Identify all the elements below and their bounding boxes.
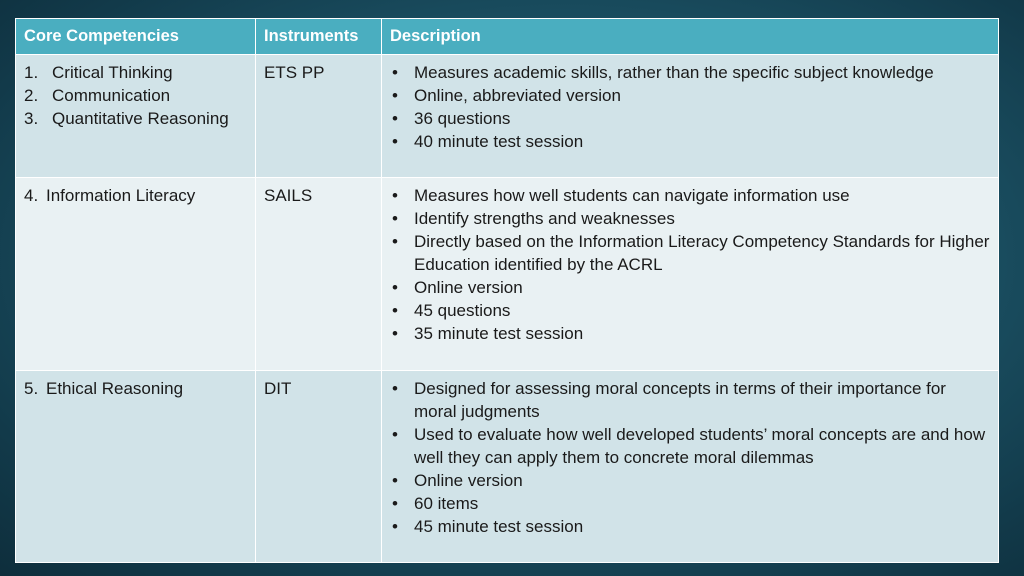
bullet-icon: • xyxy=(392,379,398,398)
bullet-icon: • xyxy=(392,278,398,297)
competencies-cell xyxy=(16,55,256,178)
competency-number: 4. xyxy=(24,186,39,205)
description-list xyxy=(390,61,990,153)
competency-item xyxy=(24,377,247,400)
description-item: • Online version xyxy=(392,278,523,297)
bullet-icon: • xyxy=(392,301,398,320)
competency-item xyxy=(24,184,247,207)
header-instruments: Instruments xyxy=(256,19,382,55)
competency-item xyxy=(24,61,247,84)
description-item: • Measures academic skills, rather than the specific subject knowledge xyxy=(392,63,934,82)
table-row xyxy=(16,55,999,178)
description-list xyxy=(390,377,990,538)
description-item: • 45 minute test session xyxy=(392,517,584,536)
bullet-icon: • xyxy=(392,324,398,343)
description-cell xyxy=(382,55,999,178)
bullet-icon: • xyxy=(392,517,398,536)
description-item: • Online version xyxy=(392,471,523,490)
instrument-cell: DIT xyxy=(256,371,382,563)
bullet-icon: • xyxy=(392,109,398,128)
bullet-icon: • xyxy=(392,63,398,82)
header-core-competencies: Core Competencies xyxy=(16,19,256,55)
instrument-cell: ETS PP xyxy=(256,55,382,178)
competency-number: 3. xyxy=(24,109,39,128)
competency-number: 1. xyxy=(24,63,39,82)
description-item: • Online, abbreviated version xyxy=(392,86,621,105)
header-description: Description xyxy=(382,19,999,55)
competency-label: Critical Thinking xyxy=(52,63,173,82)
competencies-cell xyxy=(16,371,256,563)
competencies-cell xyxy=(16,178,256,371)
table-row xyxy=(16,371,999,563)
competency-label: Ethical Reasoning xyxy=(46,379,184,398)
competency-list xyxy=(24,184,247,207)
description-item: • Identify strengths and weaknesses xyxy=(392,209,675,228)
description-item: • 45 questions xyxy=(392,301,511,320)
bullet-icon: • xyxy=(392,494,398,513)
competencies-table xyxy=(15,18,999,563)
description-item: • 60 items xyxy=(392,494,479,513)
table-header-row xyxy=(16,19,999,55)
bullet-icon: • xyxy=(392,132,398,151)
description-item: • 35 minute test session xyxy=(392,324,584,343)
description-item: • Used to evaluate how well developed students’ moral concepts are and how well they can apply them to concrete moral dilemmas xyxy=(392,425,986,467)
competency-list xyxy=(24,377,247,400)
bullet-icon: • xyxy=(392,232,398,251)
bullet-icon: • xyxy=(392,186,398,205)
description-item: • Directly based on the Information Literacy Competency Standards for Higher Education identified by the ACRL xyxy=(392,232,990,274)
bullet-icon: • xyxy=(392,471,398,490)
competency-label: Communication xyxy=(52,86,171,105)
competency-number: 2. xyxy=(24,86,39,105)
competency-item xyxy=(24,107,247,130)
competency-item xyxy=(24,84,247,107)
table-row xyxy=(16,178,999,371)
description-item: • 40 minute test session xyxy=(392,132,584,151)
competency-label: Quantitative Reasoning xyxy=(52,109,229,128)
description-item: • 36 questions xyxy=(392,109,511,128)
bullet-icon: • xyxy=(392,425,398,444)
description-cell xyxy=(382,178,999,371)
instrument-cell: SAILS xyxy=(256,178,382,371)
competency-label: Information Literacy xyxy=(46,186,196,205)
description-item: • Measures how well students can navigate information use xyxy=(392,186,850,205)
description-cell xyxy=(382,371,999,563)
description-list xyxy=(390,184,990,345)
bullet-icon: • xyxy=(392,86,398,105)
competency-list xyxy=(24,61,247,130)
description-item: • Designed for assessing moral concepts in terms of their importance for moral judgments xyxy=(392,379,946,421)
bullet-icon: • xyxy=(392,209,398,228)
competency-number: 5. xyxy=(24,379,39,398)
